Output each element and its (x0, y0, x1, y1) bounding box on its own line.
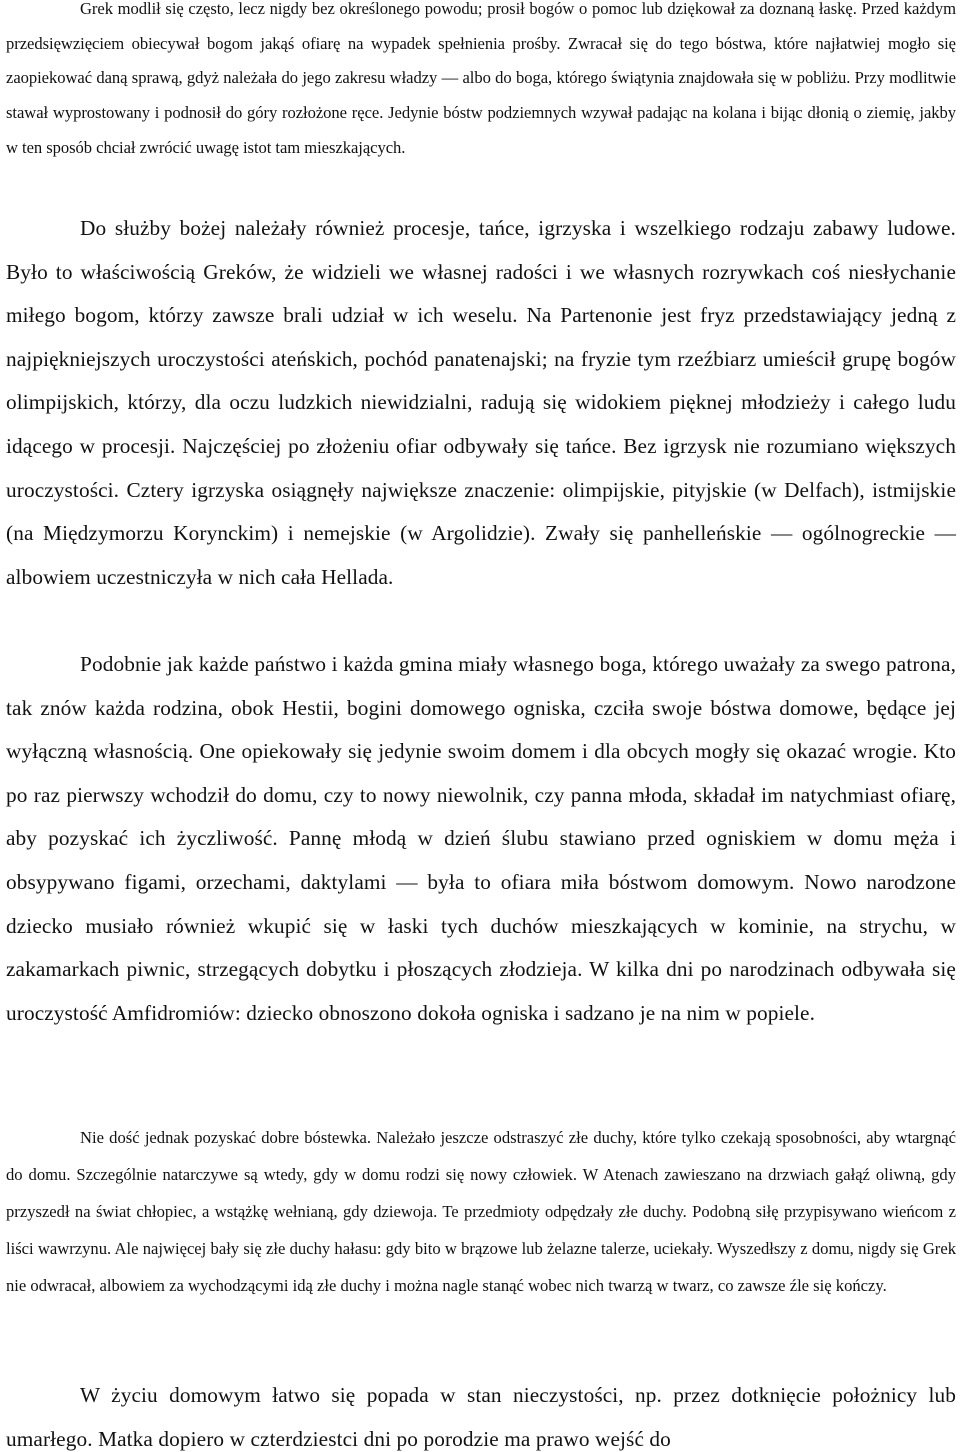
paragraph-household-gods: Podobnie jak każde państwo i każda gmina miały własnego boga, którego uważały za swego patrona, tak znów każda rodzina, obok Hestii, bogini domowego ogniska, czciła swoje bóstwa domowe, będące jej wyłączną własnością. One opiekowały się jedynie swoim domem i dla obcych mogły się okazać wrogie. Kto po raz pierwszy wchodził do domu, czy to nowy niewolnik, czy panna młoda, składał im natychmiast ofiarę, aby pozyskać ich życzliwość. Pannę młodą w dzień ślubu stawiano przed ogniskiem w domu męża i obsypywano figami, orzechami, daktylami — była to ofiara miła bóstwom domowym. Nowo narodzone dziecko musiało również wkupić się w łaski tych duchów mieszkających w kominie, na strychu, w zakamarkach piwnic, strzegących dobytku i płoszących złodzieja. W kilka dni po narodzinach odbywała się uroczystość Amfidromiów: dziecko obnoszono dokoła ogniska i sadzano je na nim w popiele. (6, 652, 956, 1025)
paragraph-festivals: Do służby bożej należały również procesje, tańce, igrzyska i wszelkiego rodzaju zabawy ludowe. Było to właściwością Greków, że widzieli we własnej radości i we własnych rozrywkach coś niesłychanie miłego bogom, którzy zawsze brali udział w ich weselu. Na Partenonie jest fryz przedstawiający jedną z najpiękniejszych uroczystości ateńskich, pochód panatenajski; na fryzie tym rzeźbiarz umieścił grupę bogów olimpijskich, którzy, dla oczu ludzkich niewidzialni, radują się widokiem pięknej młodzieży i całego ludu idącego w procesji. Najczęściej po złożeniu ofiar odbywały się tańce. Bez igrzysk nie rozumiano większych uroczystości. Cztery igrzyska osiągnęły największe znaczenie: olimpijskie, pityjskie (w Delfach), istmijskie (na Międzymorzu Korynckim) i nemejskie (w Argolidzie). Zwały się panhelleńskie — ogólnogreckie — albowiem uczestniczyła w nich cała Hellada. (6, 216, 956, 589)
paragraph-evil-spirits: Nie dość jednak pozyskać dobre bóstewka. Należało jeszcze odstraszyć złe duchy, które tylko czekają sposobności, aby wtargnąć do domu. Szczególnie natarczywe są wtedy, gdy w domu rodzi się nowy człowiek. W Atenach zawieszano na drzwiach gałąź oliwną, gdy przyszedł na świat chłopiec, a wstążkę wełnianą, gdy dziewoja. Te przedmioty odpędzały złe duchy. Podobną siłę przypisywano wieńcom z liści wawrzynu. Ale najwięcej bały się złe duchy hałasu: gdy bito w brązowe lub żelazne talerze, uciekały. Wyszedłszy z domu, nigdy się Grek nie odwracał, albowiem za wychodzącymi idą złe duchy i można nagle stanąć wobec nich twarzą w twarz, co zawsze źle się kończy. (6, 1128, 956, 1295)
paragraph-prayer: Grek modlił się często, lecz nigdy bez określonego powodu; prosił bogów o pomoc lub dziękował za doznaną łaskę. Przed każdym przedsięwzięciem obiecywał bogom jakąś ofiarę na wypadek spełnienia prośby. Zwracał się do tego bóstwa, które najłatwiej mogło się zaopiekować daną sprawą, gdyż należała do jego zakresu władzy — albo do boga, którego świątynia znajdowała się w pobliżu. Przy modlitwie stawał wyprostowany i podnosił do góry rozłożone ręce. Jedynie bóstw podziemnych wzywał padając na kolana i bijąc dłonią o ziemię, jakby w ten sposób chciał zwrócić uwagę istot tam mieszkających. (6, 0, 956, 157)
paragraph-impurity: W życiu domowym łatwo się popada w stan nieczystości, np. przez dotknięcie położnicy lub umarłego. Matka dopiero w czterdziestci dni po porodzie ma prawo wejść do (6, 1383, 956, 1451)
